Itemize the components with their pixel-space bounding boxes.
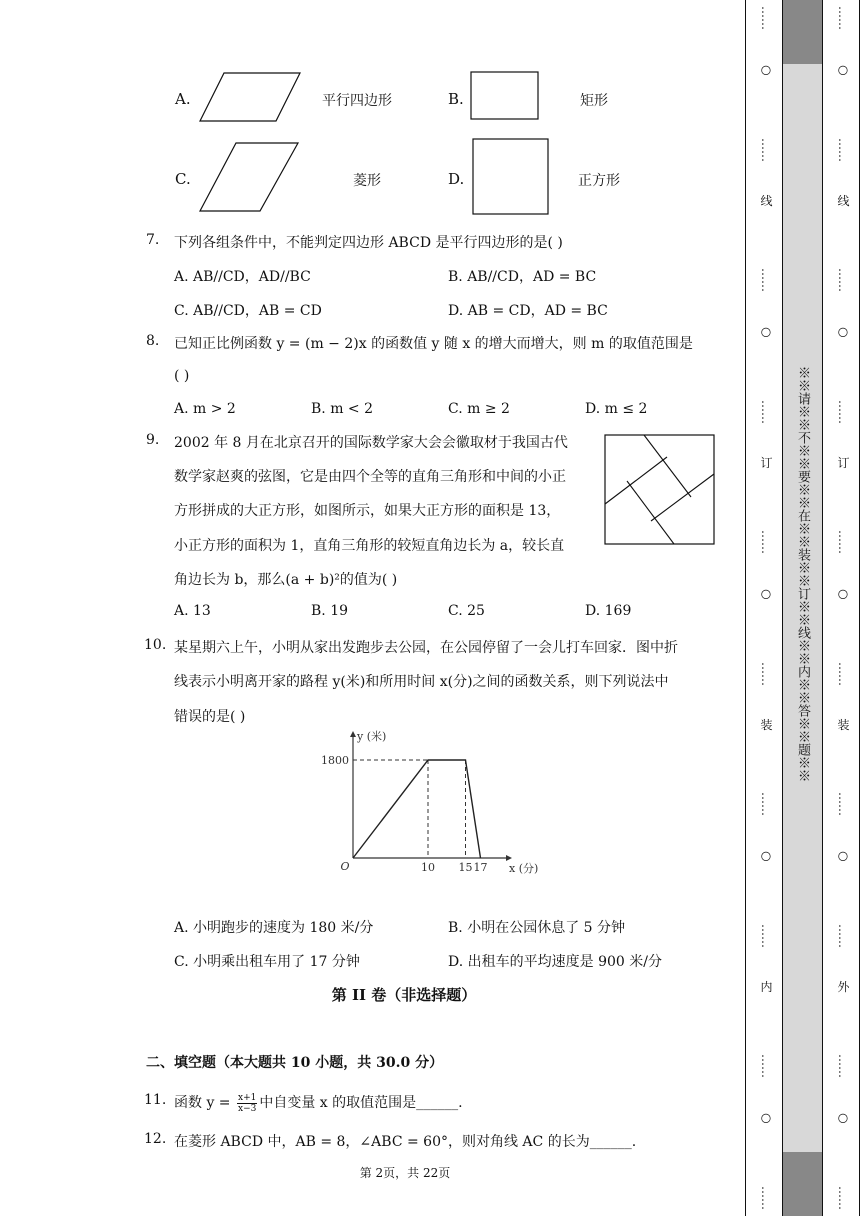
- question-line: 小正方形的面积为 1，直角三角形的较短直角边长为 a，较长直: [174, 538, 565, 554]
- shape-name: 菱形: [353, 173, 381, 189]
- question-text: 在菱形 ABCD 中，AB = 8，∠ABC = 60°，则对角线 AC 的长为______.: [174, 1134, 637, 1150]
- option-d: D. 169: [585, 603, 632, 619]
- y-axis-label: y (米): [357, 730, 387, 743]
- binding-inner-text: …… ○ …… 线 …… ○ …… 订 …… ○ …… 装 …… ○ …… 内 …… ○ ……: [759, 6, 773, 1210]
- fraction: [237, 1093, 257, 1114]
- section-title: [0, 984, 860, 1005]
- fill-in-header: 二、填空题（本大题共 10 小题，共 30.0 分）: [146, 1055, 444, 1071]
- text-after: 中自变量 x 的取值范围是______.: [259, 1095, 463, 1111]
- option-d: D. AB = CD，AD = BC: [448, 303, 608, 319]
- question-text: [174, 1092, 463, 1114]
- shape-name: 平行四边形: [322, 93, 392, 109]
- question-number: 10.: [144, 637, 167, 653]
- question-line: 2002 年 8 月在北京召开的国际数学家大会会徽取材于我国古代: [174, 435, 568, 451]
- question-text: 已知正比例函数 y = (m − 2)x 的函数值 y 随 x 的增大而增大，则 m 的取值范围是: [174, 336, 693, 352]
- question-line: 数学家赵爽的弦图，它是由四个全等的直角三角形和中间的小正: [174, 469, 566, 485]
- text-before: 函数 y =: [174, 1095, 235, 1111]
- option-letter: B.: [448, 90, 464, 108]
- option-c: C. AB//CD，AB = CD: [174, 303, 322, 319]
- option-b: B. 小明在公园休息了 5 分钟: [448, 920, 625, 936]
- question-line: 角边长为 b，那么(a + b)²的值为( ): [174, 572, 398, 588]
- option-a: A. m > 2: [174, 401, 236, 417]
- x-tick-label: 10: [421, 861, 435, 874]
- page-number: 第 2页，共 22页: [359, 1166, 451, 1180]
- question-number: 12.: [144, 1131, 167, 1147]
- option-c: C. m ≥ 2: [448, 401, 510, 417]
- square-figure: [472, 138, 550, 216]
- x-tick-label: 15: [458, 861, 473, 874]
- question-number: 8.: [146, 333, 160, 349]
- rectangle-figure: [470, 71, 540, 121]
- question-text-cont: ( ): [174, 368, 190, 384]
- question-line: 错误的是( ): [174, 709, 246, 725]
- option-b: B. m < 2: [311, 401, 374, 417]
- question-line: 线表示小明离开家的路程 y(米)和所用时间 x(分)之间的函数关系，则下列说法中: [174, 674, 669, 690]
- shape-name: 矩形: [580, 93, 608, 109]
- question-number: 7.: [146, 232, 160, 248]
- option-d: D. m ≤ 2: [585, 401, 648, 417]
- rhombus-figure: [198, 141, 300, 213]
- question-number: 9.: [146, 432, 160, 448]
- question-line: 某星期六上午，小明从家出发跑步去公园，在公园停留了一会儿打车回家．图中折: [174, 640, 678, 656]
- question-number: 11.: [144, 1092, 167, 1108]
- y-tick-label: 1800: [321, 754, 349, 767]
- binding-outer-text: …… ○ …… 线 …… ○ …… 订 …… ○ …… 装 …… ○ …… 外 …… ○ ……: [836, 6, 850, 1210]
- x-axis-label: x (分): [509, 862, 539, 875]
- question-text: 下列各组条件中，不能判定四边形 ABCD 是平行四边形的是( ): [174, 235, 563, 251]
- option-a: A. 小明跑步的速度为 180 米/分: [174, 920, 374, 936]
- option-letter: A.: [175, 90, 191, 108]
- option-a: A. 13: [174, 603, 211, 619]
- x-axis-arrow: [506, 855, 512, 861]
- option-d: D. 出租车的平均速度是 900 米/分: [448, 954, 662, 970]
- binding-dark-block-bottom: [783, 1152, 822, 1216]
- distance-time-chart: [316, 728, 546, 880]
- option-c: C. 25: [448, 603, 485, 619]
- option-b: B. 19: [311, 603, 349, 619]
- option-a: A. AB//CD，AD//BC: [174, 269, 311, 285]
- fraction-denominator: x−3: [238, 1103, 257, 1114]
- parallelogram-figure: [198, 71, 302, 123]
- option-b: B. AB//CD，AD = BC: [448, 269, 597, 285]
- section-title-text: 第 II 卷（非选择题）: [331, 986, 477, 1004]
- fraction-numerator: x+1: [238, 1092, 257, 1103]
- x-tick-label: 17: [473, 861, 488, 874]
- distance-series-line: [353, 760, 481, 858]
- option-letter: C.: [175, 170, 191, 188]
- shape-name: 正方形: [578, 173, 620, 189]
- option-c: C. 小明乘出租车用了 17 分钟: [174, 954, 360, 970]
- page-footer: [0, 1164, 860, 1181]
- option-letter: D.: [448, 170, 465, 188]
- binding-dark-block-top: [783, 0, 822, 64]
- binding-warning: ※※请※※不※※要※※在※※装※※订※※线※※内※※答※※题※※: [795, 366, 810, 782]
- y-axis-arrow: [350, 731, 356, 737]
- zhao-shuang-string-figure: [604, 434, 716, 546]
- question-line: 方形拼成的大正方形，如图所示，如果大正方形的面积是 13，: [174, 503, 561, 519]
- origin-label: O: [340, 860, 350, 873]
